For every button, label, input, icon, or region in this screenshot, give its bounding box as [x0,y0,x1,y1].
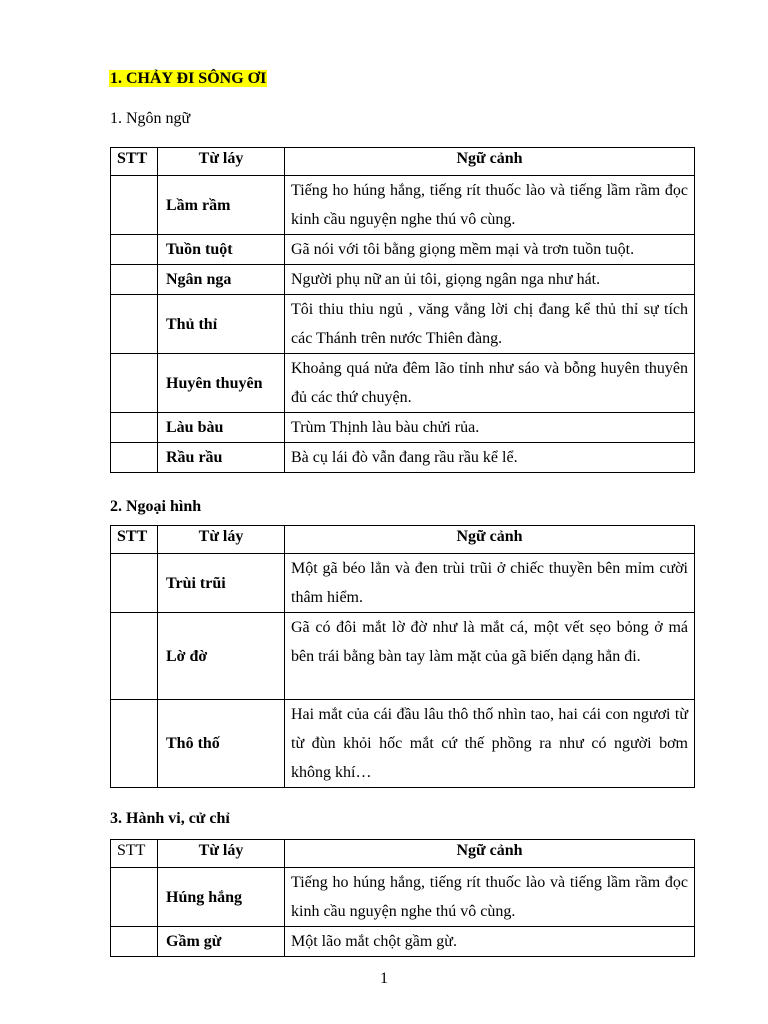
word-cell: Ngân nga [158,265,285,295]
table-row [111,554,695,613]
table-row [111,443,695,473]
table-row [111,613,695,700]
header-word: Từ láy [158,148,285,176]
header-stt: STT [111,840,158,868]
stt-cell [111,700,158,788]
context-cell: Tôi thiu thiu ngủ , văng vẳng lời chị đang kể thủ thỉ sự tích các Thánh trên nước Thiên đàng. [285,295,695,354]
table-row [111,868,695,927]
word-cell: Làu bàu [158,413,285,443]
context-cell: Bà cụ lái đò vẫn đang rầu rầu kể lể. [285,443,695,473]
section-1-table [110,147,695,473]
table-header-row [111,526,695,554]
table-header-row [111,148,695,176]
section-3-table [110,839,695,957]
stt-cell [111,295,158,354]
context-cell: Tiếng ho húng hắng, tiếng rít thuốc lào và tiếng lầm rầm đọc kinh cầu nguyện nghe thú vô cùng. [285,868,695,927]
stt-cell [111,265,158,295]
word-cell: Trùi trũi [158,554,285,613]
section-2-table [110,525,695,788]
table-row [111,265,695,295]
section-1-heading: 1. Ngôn ngữ [110,110,191,127]
header-stt: STT [111,148,158,176]
stt-cell [111,554,158,613]
page-number: 1 [380,970,388,987]
word-cell: Húng hắng [158,868,285,927]
header-stt: STT [111,526,158,554]
context-cell: Một lão mắt chột gầm gừ. [285,927,695,957]
context-cell: Gã nói với tôi bằng giọng mềm mại và trơn tuồn tuột. [285,235,695,265]
table-row [111,927,695,957]
context-cell: Một gã béo lẳn và đen trùi trũi ở chiếc thuyền bên mỉm cười thâm hiểm. [285,554,695,613]
stt-cell [111,613,158,700]
header-context: Ngữ cảnh [285,840,695,868]
word-cell: Lầm rầm [158,176,285,235]
header-context: Ngữ cảnh [285,526,695,554]
word-cell: Thô thố [158,700,285,788]
word-cell: Tuồn tuột [158,235,285,265]
table-row [111,295,695,354]
word-cell: Rầu rầu [158,443,285,473]
context-cell: Hai mắt của cái đầu lâu thô thố nhìn tao, hai cái con ngươi từ từ đùn khỏi hốc mắt cứ thế phồng ra như có người bơm không khí… [285,700,695,788]
table-row [111,413,695,443]
word-cell: Gầm gừ [158,927,285,957]
title-highlight: 1. CHẢY ĐI SÔNG ƠI [110,70,267,87]
section-2-heading: 2. Ngoại hình [110,498,202,515]
stt-cell [111,927,158,957]
stt-cell [111,354,158,413]
table-row [111,235,695,265]
context-cell: Trùm Thịnh làu bàu chửi rủa. [285,413,695,443]
stt-cell [111,413,158,443]
header-word: Từ láy [158,840,285,868]
context-cell: Người phụ nữ an ủi tôi, giọng ngân nga như hát. [285,265,695,295]
word-cell: Thủ thỉ [158,295,285,354]
table-row [111,700,695,788]
word-cell: Huyên thuyên [158,354,285,413]
context-cell: Gã có đôi mắt lờ đờ như là mắt cá, một vết sẹo bỏng ở má bên trái bằng bàn tay làm mặt của gã biến dạng hẳn đi. [285,613,695,700]
stt-cell [111,868,158,927]
stt-cell [111,235,158,265]
stt-cell [111,176,158,235]
table-header-row [111,840,695,868]
document-title [109,68,267,90]
stt-cell [111,443,158,473]
header-context: Ngữ cảnh [285,148,695,176]
context-cell: Tiếng ho húng hắng, tiếng rít thuốc lào và tiếng lầm rầm đọc kinh cầu nguyện nghe thú vô cùng. [285,176,695,235]
context-cell: Khoảng quá nửa đêm lão tỉnh như sáo và bỗng huyên thuyên đủ các thứ chuyện. [285,354,695,413]
header-word: Từ láy [158,526,285,554]
section-3-heading: 3. Hành vi, cử chỉ [110,810,230,827]
word-cell: Lờ đờ [158,613,285,700]
table-row [111,176,695,235]
table-row [111,354,695,413]
